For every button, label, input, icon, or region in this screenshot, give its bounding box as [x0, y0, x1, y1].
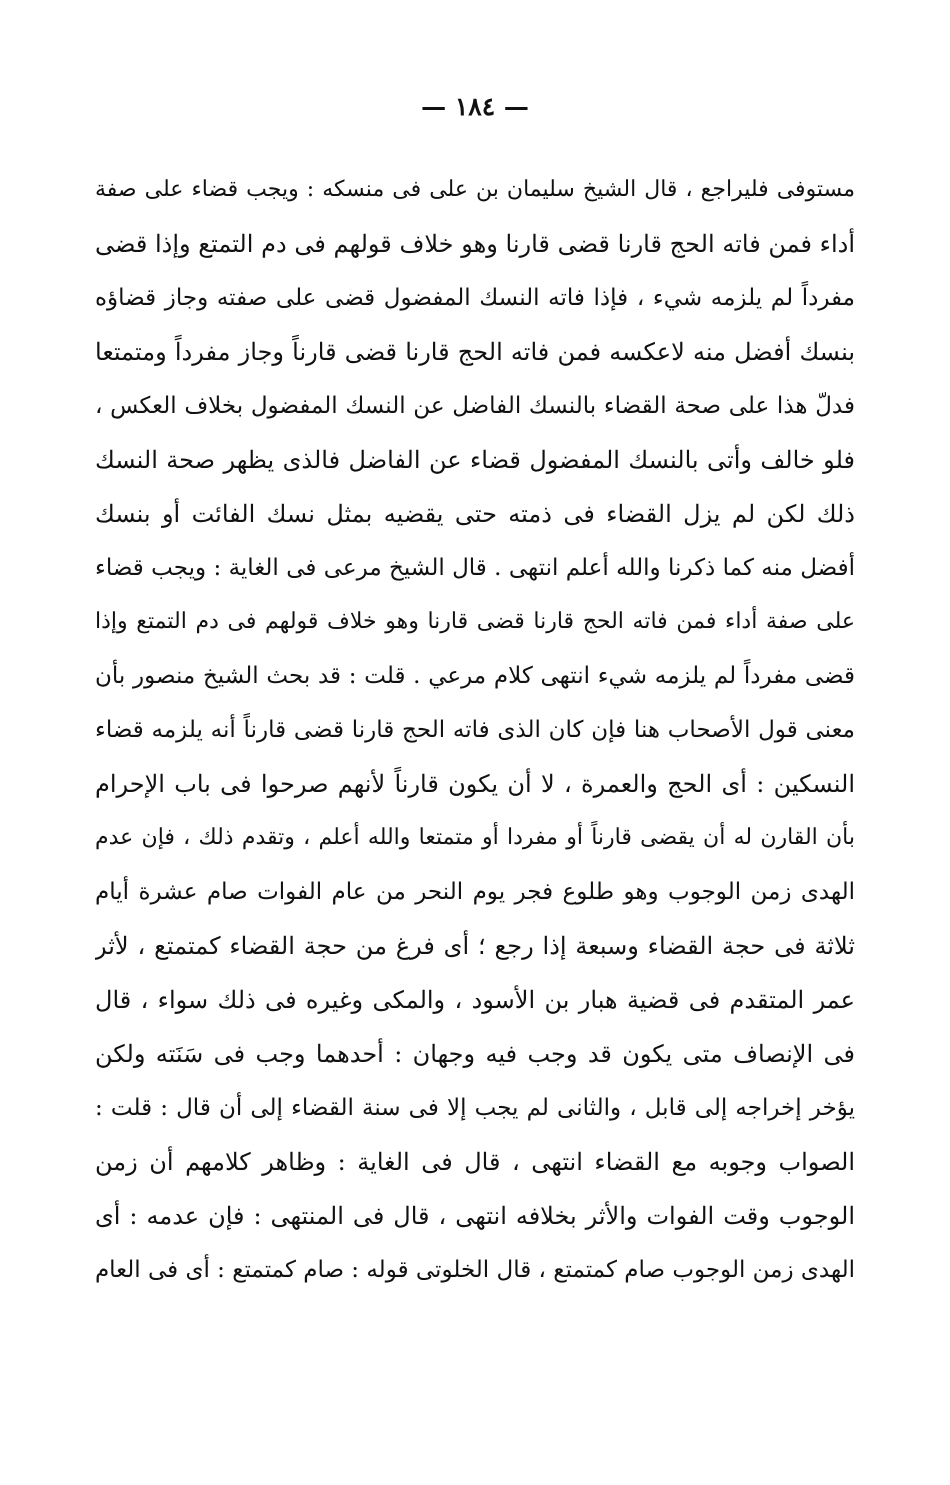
text-line: بأن القارن له أن يقضى قارناً أو مفردا أو متمتعا والله أعلم ، وتقدم ذلك ، فإن عدم: [95, 825, 855, 850]
text-line: مفرداً لم يلزمه شيء ، فإذا فاته النسك المفضول قضى على صفته وجاز قضاؤه: [95, 285, 855, 311]
text-line: مستوفى فليراجع ، قال الشيخ سليمان بن على فى منسكه : ويجب قضاء على صفة: [95, 177, 855, 202]
text-line: قضى مفرداً لم يلزمه شيء انتهى كلام مرعي . قلت : قد بحث الشيخ منصور بأن: [95, 663, 855, 689]
page-body-text: [95, 163, 855, 1297]
text-line: الصواب وجوبه مع القضاء انتهى ، قال فى الغاية : وظاهر كلامهم أن زمن: [95, 1148, 855, 1176]
text-line: معنى قول الأصحاب هنا فإن كان الذى فاته الحج قارنا قضى قارناً أنه يلزمه قضاء: [95, 717, 855, 743]
text-line: فلو خالف وأتى بالنسك المفضول قضاء عن الفاضل فالذى يظهر صحة النسك: [95, 446, 855, 474]
text-line: عمر المتقدم فى قضية هبار بن الأسود ، والمكى وغيره فى ذلك سواء ، قال: [95, 986, 855, 1014]
text-line: فدلّ هذا على صحة القضاء بالنسك الفاضل عن النسك المفضول بخلاف العكس ،: [95, 393, 855, 419]
text-line: على صفة أداء فمن فاته الحج قارنا قضى قارنا وهو خلاف قولهم فى دم التمتع وإذا: [95, 609, 855, 634]
text-line: الوجوب وقت الفوات والأثر بخلافه انتهى ، قال فى المنتهى : فإن عدمه : أى: [95, 1202, 855, 1230]
text-line: بنسك أفضل منه لاعكسه فمن فاته الحج قارنا قضى قارناً وجاز مفرداً ومتمتعا: [95, 338, 855, 366]
text-line: ذلك لكن لم يزل القضاء فى ذمته حتى يقضيه بمثل نسك الفائت أو بنسك: [95, 500, 855, 528]
text-line: الهدى زمن الوجوب وهو طلوع فجر يوم النحر من عام الفوات صام عشرة أيام: [95, 879, 855, 905]
text-line: أداء فمن فاته الحج قارنا قضى قارنا وهو خلاف قولهم فى دم التمتع وإذا قضى: [95, 230, 855, 258]
text-line: فى الإنصاف متى يكون قد وجب فيه وجهان : أحدهما وجب فى سَنَته ولكن: [95, 1040, 855, 1068]
text-line: أفضل منه كما ذكرنا والله أعلم انتهى . قال الشيخ مرعى فى الغاية : ويجب قضاء: [95, 555, 855, 581]
text-line: الهدى زمن الوجوب صام كمتمتع ، قال الخلوتى قوله : صام كمتمتع : أى فى العام: [95, 1257, 855, 1283]
text-line: يؤخر إخراجه إلى قابل ، والثانى لم يجب إلا فى سنة القضاء إلى أن قال : قلت :: [95, 1095, 855, 1121]
page-number: — ١٨٤ —: [421, 92, 529, 121]
text-line: ثلاثة فى حجة القضاء وسبعة إذا رجع ؛ أى فرغ من حجة القضاء كمتمتع ، لأثر: [95, 932, 855, 960]
text-line: النسكين : أى الحج والعمرة ، لا أن يكون قارناً لأنهم صرحوا فى باب الإحرام: [95, 770, 855, 798]
